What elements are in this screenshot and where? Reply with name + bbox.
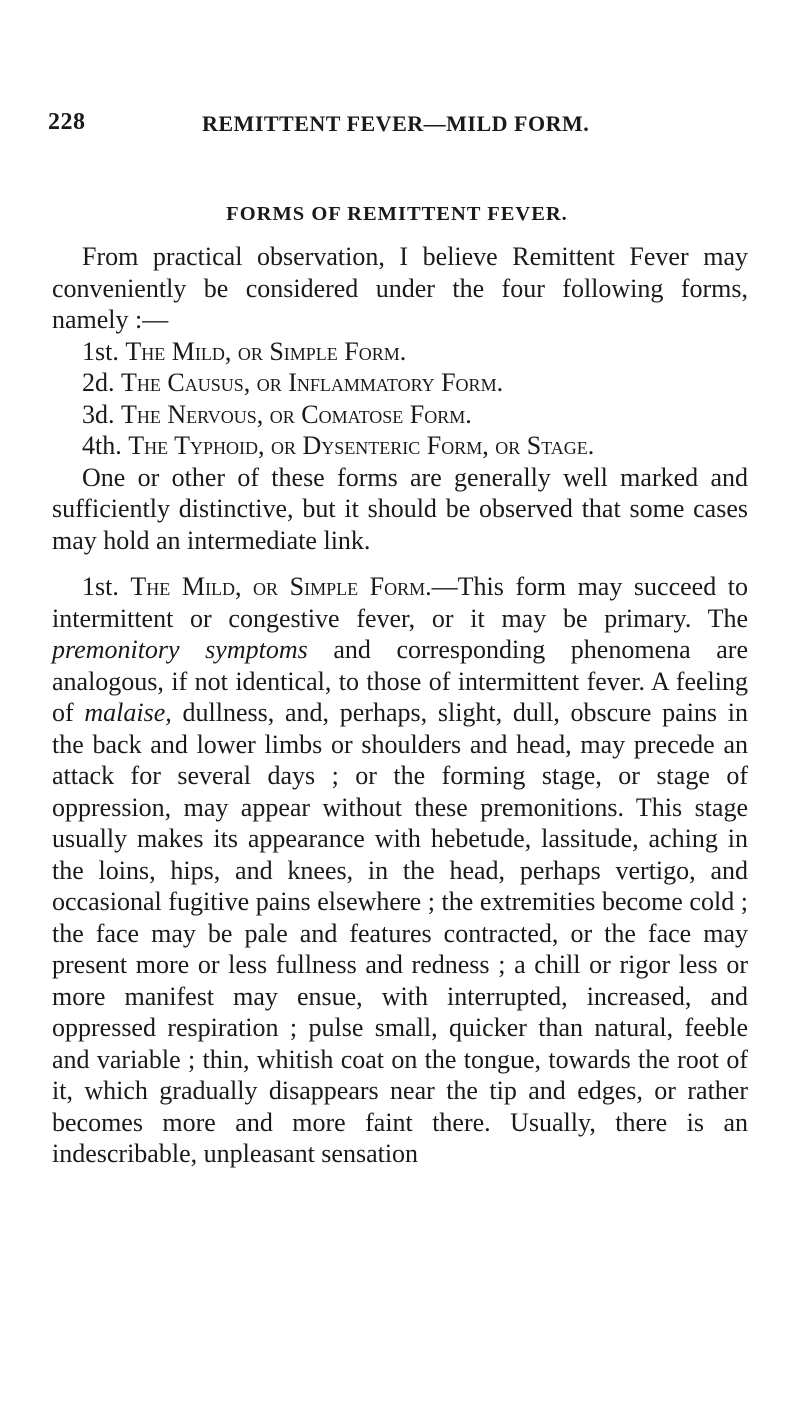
form-number: 1st. (82, 336, 119, 366)
mild-form-paragraph (52, 571, 748, 1170)
running-title: REMITTENT FEVER—MILD FORM. (202, 111, 590, 136)
mild-form-text-2: and corresponding phenomena are analogous, if not identical, to those of intermittent fever. A feeling of (52, 635, 748, 727)
mild-form-text-3: dullness, and, perhaps, slight, dull, obscure pains in the back and lower limbs or shoulders and head, may precede an attack for several days ; or the forming stage, or stage of oppression, may appear without these premonitions. This stage usually makes its appearance with hebetude, lassitude, aching in the loins, hips, and knees, in the head, perhaps vertigo, and occasional fugitive pains elsewhere ; the extremities become cold ; the face may be pale and features contracted, or the face may present more or less fullness and redness ; a chill or rigor less or more manifest may ensue, with interrupted, increased, and oppressed respiration ; pulse small, quicker than natural, feeble and variable ; thin, whitish coat on the tongue, towards the root of it, which gradually disappears near the tip and edges, or rather becomes more and more faint there. Usually, there is an indescribable, unpleasant sensation (52, 698, 748, 1168)
form-name: The Causus, or Inflammatory Form. (121, 368, 504, 397)
mild-form-text-1: —This form may succeed to intermittent or congestive fever, or it may be primary. The (52, 572, 748, 633)
list-item (82, 399, 748, 431)
forms-list (52, 336, 748, 462)
form-number: 2d. (82, 368, 115, 397)
form-name: The Typhoid, or Dysenteric Form, or Stage. (128, 431, 595, 460)
mild-form-number: 1st. (82, 572, 119, 601)
mild-form-italic-2: malaise, (84, 698, 172, 727)
list-item (82, 430, 748, 462)
form-name: The Mild, or Simple Form. (125, 336, 407, 366)
list-item (82, 367, 748, 399)
page-number: 228 (48, 109, 86, 135)
mild-form-title: The Mild, or Simple Form. (130, 572, 432, 601)
intro-paragraph: From practical observation, I believe Remittent Fever may conveniently be considered under the four following forms, namely :— (52, 242, 748, 334)
form-number: 4th. (82, 431, 122, 460)
mild-form-italic-1: premonitory symptoms (52, 635, 308, 664)
section-heading: FORMS OF REMITTENT FEVER. (226, 203, 568, 225)
list-item (82, 336, 748, 368)
running-head (48, 95, 748, 136)
form-name: The Nervous, or Comatose Form. (121, 399, 472, 429)
form-number: 3d. (82, 399, 115, 429)
closing-paragraph: One or other of these forms are generally well marked and sufficiently distinctive, but it should be observed that some cases may hold an intermediate link. (52, 462, 748, 555)
book-page (48, 95, 748, 1170)
body-text (52, 241, 748, 1170)
